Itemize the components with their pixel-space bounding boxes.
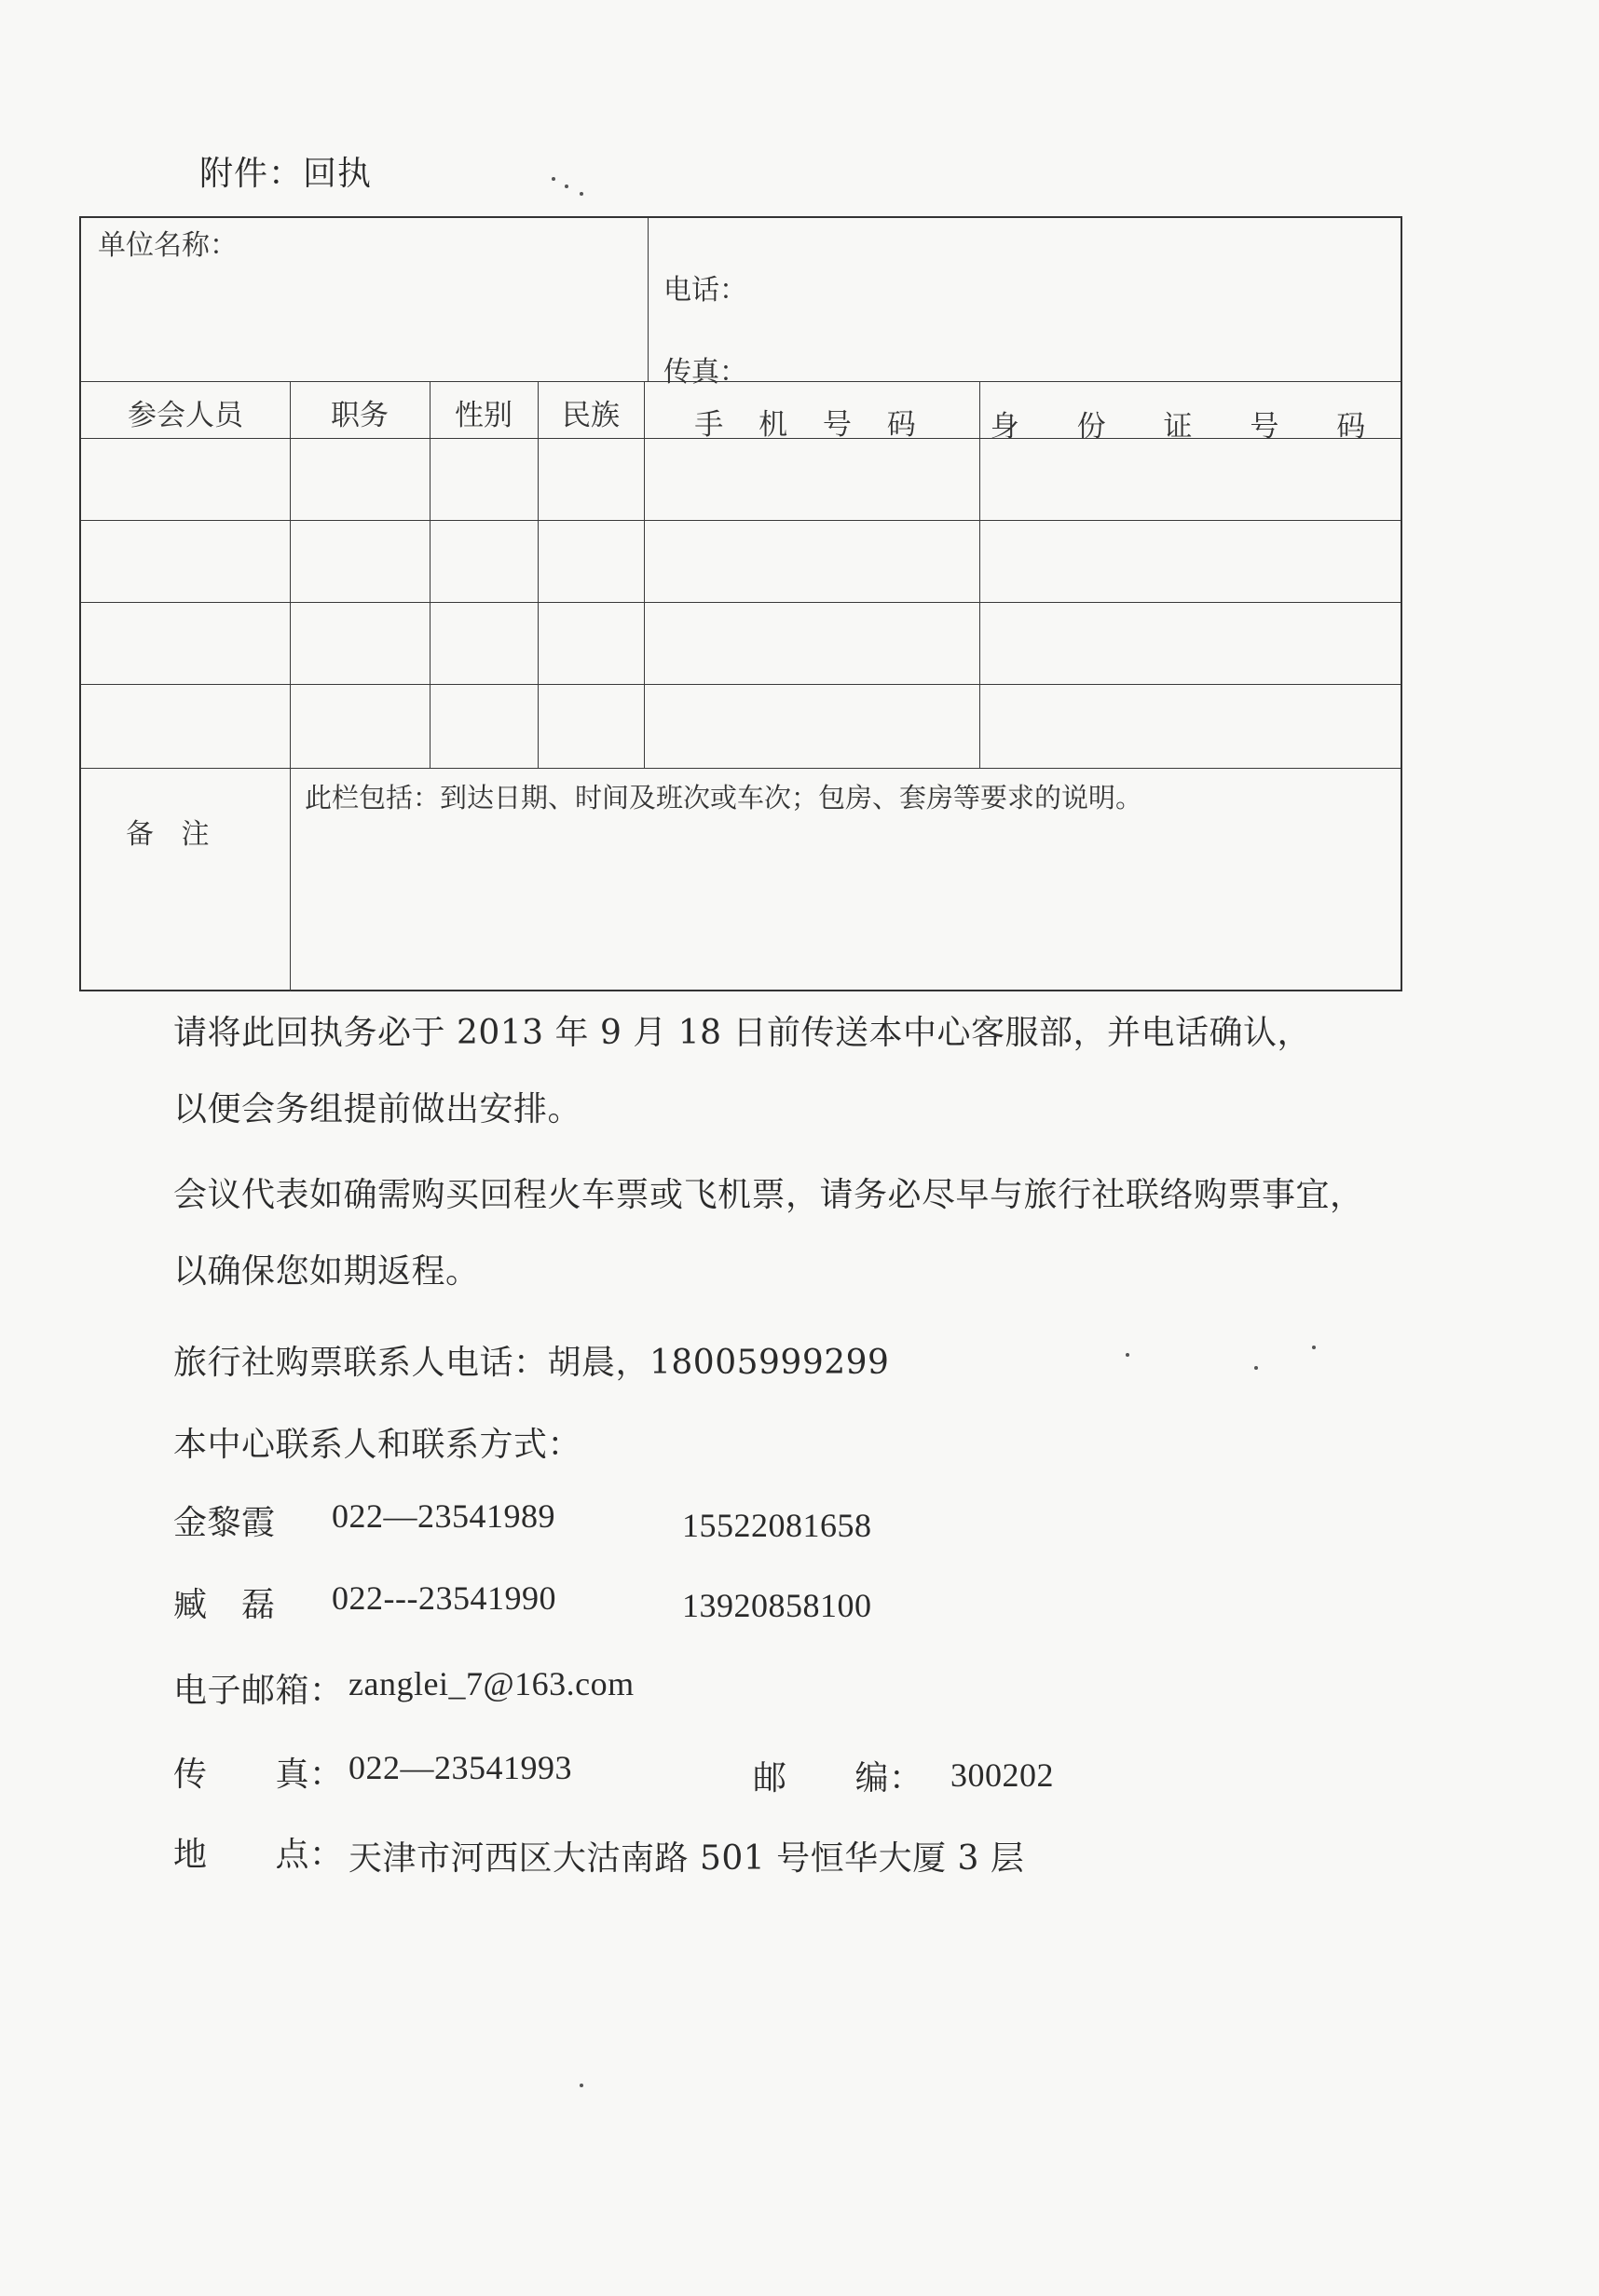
col-header-gender: 性别 [455,399,512,432]
form-rule [81,768,1401,769]
col-header-attendee: 参会人员 [128,399,243,432]
contact-mobile: 13920858100 [682,1587,872,1624]
fax-label: 传真： [663,356,747,389]
fax-info-label: 传 真： [173,1756,344,1794]
scan-speck [580,192,583,196]
form-rule [81,520,1401,521]
travel-agency-contact: 旅行社购票联系人电话：胡晨，18005999299 [173,1344,890,1382]
page-title: 附件：回执 [199,155,373,193]
scan-speck [1254,1366,1258,1370]
deadline-note: 请将此回执务必于 2013 年 9 月 18 日前传送本中心客服部，并电话确认， [173,1014,1311,1052]
form-rule [81,602,1401,603]
contact-phone: 022---23541990 [332,1579,556,1617]
scan-speck [580,2084,583,2087]
contact-mobile: 15522081658 [682,1507,872,1544]
ticket-note: 会议代表如确需购买回程火车票或飞机票，请务必尽早与旅行社联络购票事宜， [173,1176,1364,1214]
address-label: 地 点： [173,1836,344,1874]
receipt-form [79,216,1402,991]
scan-speck [1126,1353,1129,1357]
unit-name-label: 单位名称： [98,229,238,262]
col-header-id-number: 身 份 证 号 码 [990,410,1390,444]
phone-label: 电话： [663,274,747,307]
form-rule [538,381,539,768]
postcode-value: 300202 [950,1756,1054,1794]
scan-speck [565,184,568,188]
fax-number: 022—23541993 [348,1749,572,1786]
form-rule [81,684,1401,685]
ticket-note-cont: 以确保您如期返程。 [173,1252,480,1291]
contact-phone: 022—23541989 [332,1497,555,1535]
form-rule [648,218,649,381]
col-header-position: 职务 [331,399,389,432]
form-rule [290,381,291,991]
remarks-instructions: 此栏包括：到达日期、时间及班次或车次；包房、套房等要求的说明。 [305,782,1143,813]
address-value: 天津市河西区大沽南路 501 号恒华大厦 3 层 [348,1839,1025,1878]
contact-name: 臧 磊 [173,1586,276,1624]
col-header-mobile: 手 机 号 码 [694,408,929,442]
email-address: zanglei_7@163.com [348,1665,635,1702]
deadline-note-cont: 以便会务组提前做出安排。 [173,1090,582,1128]
center-contacts-title: 本中心联系人和联系方式： [173,1426,582,1464]
scan-speck [552,177,555,181]
col-header-ethnicity: 民族 [562,399,620,432]
postcode-label: 邮 编： [753,1759,923,1797]
contact-name: 金黎霞 [173,1504,276,1542]
email-label: 电子邮箱： [173,1672,344,1710]
remarks-label: 备 注 [126,818,219,851]
scan-speck [1312,1346,1316,1349]
